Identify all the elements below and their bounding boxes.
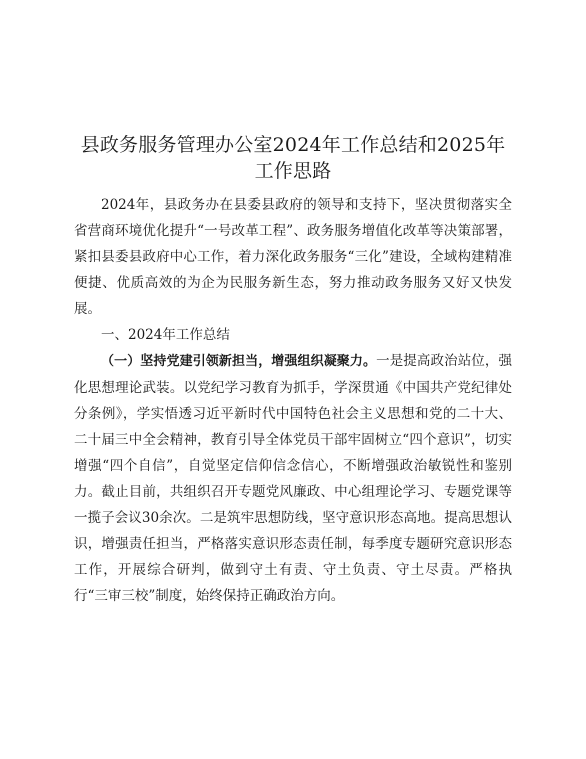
document-body <box>74 192 512 609</box>
section-heading: 一、2024年工作总结 <box>101 327 230 343</box>
subsection-heading: （一）坚持党建引领新担当，增强组织凝聚力。 <box>101 354 377 369</box>
subsection-paragraph <box>74 348 512 609</box>
intro-paragraph: 2024年，县政务办在县委县政府的领导和支持下，坚决贯彻落实全省营商环境优化提升“一号改革工程”、政务服务增值化改革等决策部署，紧扣县委县政府中心工作，着力深化政务服务“三化”建设，全域构建精准便捷、优质高效的为企为民服务新生态，努力推动政务服务又好又快发展。 <box>74 197 512 317</box>
document-title: 县政务服务管理办公室2024年工作总结和2025年工作思路 <box>80 134 506 182</box>
subsection-body: 一是提高政治站位，强化思想理论武装。以党纪学习教育为抓手，学深贯通《中国共产党纪律处分条例》，学实悟透习近平新时代中国特色社会主义思想和党的二十大、二十届三中全会精神，教育引导全体党员干部牢固树立“四个意识”，切实增强“四个自信”，自觉坚定信仰信念信心，不断增强政治敏锐性和鉴别力。截止目前，共组织召开专题党风廉政、中心组理论学习、专题党课等一揽子会议30余次。二是筑牢思想防线，坚守意识形态高地。提高思想认识，增强责任担当，严格落实意识形态责任制，每季度专题研究意识形态工作，开展综合研判，做到守土有责、守土负责、守土尽责。严格执行“三审三校”制度，始终保持正确政治方向。 <box>74 353 512 604</box>
